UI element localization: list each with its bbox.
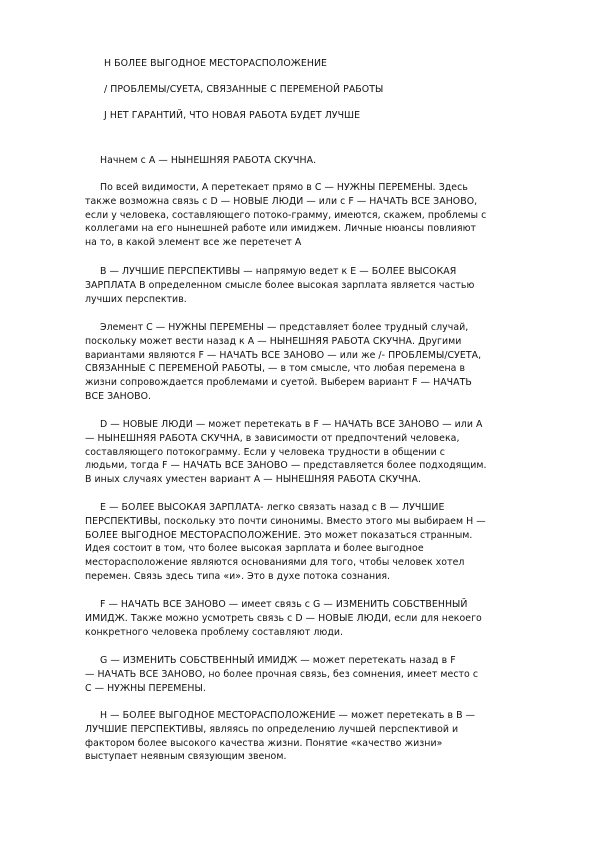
text-line: составляющего потокограмму. Если у человека трудности в общении с (85, 446, 445, 458)
text-line: если у человека, составляющего потоко-грамму, имеются, скажем, проблемы с (85, 209, 487, 221)
paragraph-a (85, 181, 555, 250)
text-line: По всей видимости, А перетекает прямо в С — НУЖНЫ ПЕРЕМЕНЫ. Здесь (100, 182, 468, 193)
text-line: G — ИЗМЕНИТЬ СОБСТВЕННЫЙ ИМИДЖ — может перетекать назад в F (100, 655, 456, 666)
text-line: Е — БОЛЕЕ ВЫСОКАЯ ЗАРПЛАТА- легко связать назад с В — ЛУЧШИЕ (100, 502, 445, 513)
text-line: также возможна связь с D — НОВЫЕ ЛЮДИ — или с F — НАЧАТЬ ВСЕ ЗАНОВО, (85, 195, 478, 207)
text-line: — НЫНЕШНЯЯ РАБОТА СКУЧНА, в зависимости от предпочтений человека, (85, 432, 460, 444)
text-line: ПЕРСПЕКТИВЫ, поскольку это почти синонимы. Вместо этого мы выбираем Н — (85, 515, 486, 527)
text-line: ЗАРПЛАТА В определенном смысле более высокая зарплата является частью (85, 279, 475, 291)
text-line: Н — БОЛЕЕ ВЫГОДНОЕ МЕСТОРАСПОЛОЖЕНИЕ — может перетекать в В — (100, 710, 476, 721)
text-line: D — НОВЫЕ ЛЮДИ — может перетекать в F — НАЧАТЬ ВСЕ ЗАНОВО — или А (100, 419, 483, 430)
text-line: F — НАЧАТЬ ВСЕ ЗАНОВО — имеет связь с G — ИЗМЕНИТЬ СОБСТВЕННЫЙ (100, 599, 468, 610)
text-line: вариантами являются F — НАЧАТЬ ВСЕ ЗАНОВО — или же /- ПРОБЛЕМЫ/СУЕТА, (85, 349, 482, 361)
text-line: С — НУЖНЫ ПЕРЕМЕНЫ. (85, 682, 206, 694)
paragraph-e (85, 501, 555, 584)
text-line: ЛУЧШИЕ ПЕРСПЕКТИВЫ, являясь по определению лучшей перспективой и (85, 723, 459, 735)
text-line: людьми, тогда F — НАЧАТЬ ВСЕ ЗАНОВО — представляется более подходящим. (85, 460, 487, 472)
text-line: коллегами на его нынешней работе или имиджем. Личные нюансы повлияют (85, 223, 477, 235)
text-line: ВСЕ ЗАНОВО. (85, 390, 152, 402)
text-line: лучших перспектив. (85, 293, 187, 305)
text-line: Элемент С — НУЖНЫ ПЕРЕМЕНЫ — представляет более трудный случай, (100, 322, 469, 333)
text-line: ИМИДЖ. Также можно усмотреть связь с D — НОВЫЕ ЛЮДИ, если для некоего (85, 612, 482, 624)
text-line: СВЯЗАННЫЕ С ПЕРЕМЕНОЙ РАБОТЫ, — в том смысле, что любая перемена в (85, 363, 466, 375)
text-line: конкретного человека проблему составляют люди. (85, 626, 344, 638)
text-line: на то, в какой элемент все же перетечет А (85, 237, 302, 249)
list-item-i: / ПРОБЛЕМЫ/СУЕТА, СВЯЗАННЫЕ С ПЕРЕМЕНОЙ РАБОТЫ (104, 84, 384, 95)
text-line: перемен. Связь здесь типа «и». Это в духе потока сознания. (85, 570, 391, 582)
text-line: месторасположение являются основаниями для того, чтобы человек хотел (85, 557, 465, 569)
text-line: БОЛЕЕ ВЫГОДНОЕ МЕСТОРАСПОЛОЖЕНИЕ. Это может показаться странным. (85, 529, 473, 541)
text-line: В — ЛУЧШИЕ ПЕРСПЕКТИВЫ — напрямую ведет к Е — БОЛЕЕ ВЫСОКАЯ (100, 266, 457, 277)
list-item-h: Н БОЛЕЕ ВЫГОДНОЕ МЕСТОРАСПОЛОЖЕНИЕ (104, 58, 328, 69)
paragraph-g (85, 654, 555, 695)
paragraph-b (85, 265, 555, 306)
paragraph-intro (85, 154, 555, 168)
text-line: Идея состоит в том, что более высокая зарплата и более выгодное (85, 543, 424, 555)
text-line: поскольку может вести назад к А — НЫНЕШНЯЯ РАБОТА СКУЧНА. Другими (85, 335, 462, 347)
paragraph-f (85, 598, 555, 639)
paragraph-c (85, 321, 555, 404)
text-line: жизни сопровождается проблемами и суетой. Выберем вариант F — НАЧАТЬ (85, 377, 472, 389)
paragraph-d (85, 418, 555, 487)
text-line: — НАЧАТЬ ВСЕ ЗАНОВО, но более прочная связь, без сомнения, имеет место с (85, 668, 479, 680)
text-line: выступает неявным связующим звеном. (85, 751, 287, 763)
paragraph-h (85, 709, 555, 764)
text-line: В иных случаях уместен вариант А — НЫНЕШНЯЯ РАБОТА СКУЧНА. (85, 474, 422, 486)
text-line: фактором более высокого качества жизни. Понятие «качество жизни» (85, 737, 443, 749)
list-item-j: J НЕТ ГАРАНТИЙ, ЧТО НОВАЯ РАБОТА БУДЕТ ЛУЧШЕ (104, 110, 361, 121)
text-line: Начнем с А — НЫНЕШНЯЯ РАБОТА СКУЧНА. (100, 155, 317, 166)
